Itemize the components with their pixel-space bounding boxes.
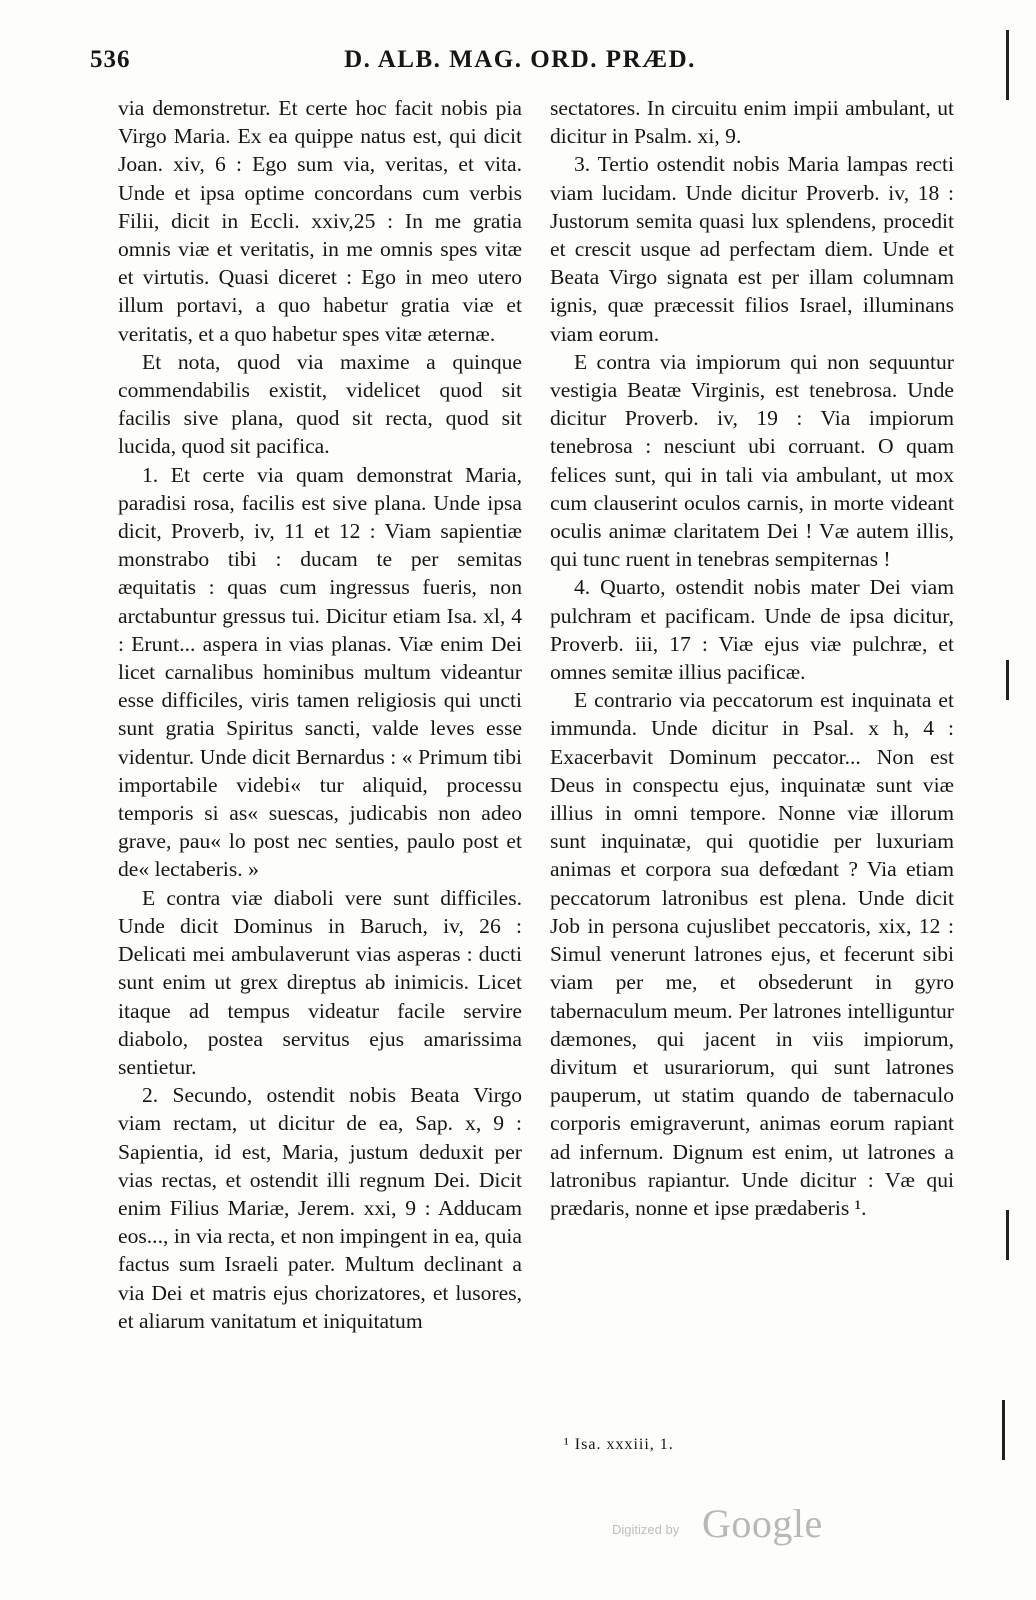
- running-header: [90, 46, 950, 80]
- paragraph: 1. Et certe via quam demonstrat Maria, paradisi rosa, facilis est sive plana. Unde ipsa dicit, Proverb, iv, 11 et 12 : Viam sapientiæ monstrabo tibi : ducam te per semitas æquitatis : quas cum ingressus fueris, non arctabuntur gressus tui. Dicitur etiam Isa. xl, 4 : Erunt... aspera in vias planas. Viæ enim Dei licet carnalibus hominibus multum videantur esse difficiles, viris tamen religiosis qui uncti sunt gratia Spiritus sancti, valde leves esse videntur. Unde dicit Bernardus : « Primum tibi importabile videbi« tur aliquid, processu temporis si as« suescas, judicabis non adeo grave, pau« lo post nec senties, paulo post et de« lectaberis. »: [118, 462, 522, 882]
- scan-edge-mark: [1006, 1210, 1009, 1260]
- right-column: [550, 94, 954, 1222]
- scan-edge-mark: [1002, 1400, 1005, 1460]
- paragraph: 4. Quarto, ostendit nobis mater Dei viam pulchram et pacificam. Unde de ipsa dicitur, Proverb. iii, 17 : Viæ ejus viæ pulchræ, et omnes semitæ illius pacificæ.: [550, 575, 954, 685]
- paragraph: E contrario via peccatorum est inquinata et immunda. Unde dicitur in Psal. x h, 4 : Exacerbavit Dominum peccator... Non est Deus in conspectu ejus, inquinatæ sunt viæ illius in omni tempore. Nonne viæ illorum sunt inquinatæ, qui quotidie per luxuriam animas et corpora sua defœdant ? Via etiam peccatorum latronibus est plena. Unde dicit Job in persona cujuslibet peccatoris, xix, 12 : Simul venerunt latrones ejus, et fecerunt sibi viam per me, et obsederunt in gyro tabernaculum meum. Per latrones intelliguntur dæmones, qui jacent in viis impiorum, divitum et usurariorum, qui sunt latrones pauperum, ut statim quando de tabernaculo corporis emigraverunt, animas eorum rapiant ad infernum. Dignum est enim, ut latrones a latronibus rapiantur. Unde dicitur : Væ qui prædaris, nonne et ipse prædaberis ¹.: [550, 688, 954, 1220]
- paragraph: via demonstretur. Et certe hoc facit nobis pia Virgo Maria. Ex ea quippe natus est, qui dicit Joan. xiv, 6 : Ego sum via, veritas, et vita. Unde et ipsa optime concordans cum verbis Filii, dicit in Eccli. xxiv,25 : In me gratia omnis viæ et veritatis, in me omnis spes vitæ et virtutis. Quasi diceret : Ego in meo utero illum portavi, a quo habetur gratia viæ et veritatis, et a quo habetur spes vitæ æternæ.: [118, 96, 522, 346]
- paragraph: 3. Tertio ostendit nobis Maria lampas recti viam lucidam. Unde dicitur Proverb. iv, 18 : Justorum semita quasi lux splendens, procedit et crescit usque ad perfectam diem. Unde et Beata Virgo signata est per illam columnam ignis, quæ præcessit filios Israel, illuminans viam eorum.: [550, 152, 954, 346]
- paragraph: E contra viæ diaboli vere sunt difficiles. Unde dicit Dominus in Baruch, iv, 26 : Delicati mei ambulaverunt vias asperas : ducti sunt enim ut grex direptus ab inimicis. Licet itaque ad tempus videatur facile servire diabolo, postea servitus ejus amarissima sentietur.: [118, 885, 522, 1079]
- footnote: ¹ Isa. xxxiii, 1.: [564, 1436, 674, 1453]
- paragraph: 2. Secundo, ostendit nobis Beata Virgo viam rectam, ut dicitur de ea, Sap. x, 9 : Sapientia, id est, Maria, justum deduxit per vias rectas, et ostendit illi regnum Dei. Dicit enim Filius Mariæ, Jerem. xxi, 9 : Adducam eos..., in via recta, et non impingent in ea, quia factus sum Israeli pater. Multum declinant a via Dei et matris ejus chorizatores, et lusores, et aliarum vanitatum et iniquitatum: [118, 1083, 522, 1333]
- scan-edge-mark: [1006, 30, 1009, 100]
- watermark-caption: Digitized by: [612, 1522, 680, 1537]
- paragraph: sectatores. In circuitu enim impii ambulant, ut dicitur in Psalm. xi, 9.: [550, 96, 954, 149]
- paragraph: E contra via impiorum qui non sequuntur vestigia Beatæ Virginis, est tenebrosa. Unde dicitur Proverb. iv, 19 : Via impiorum tenebrosa : nesciunt ubi corruant. O quam felices sunt, qui in tali via ambulant, ut mox cum clauserint oculos carnis, in morte videant oculis animæ claritatem Dei ! Væ autem illis, qui tunc ruent in tenebras sempiternas !: [550, 349, 954, 572]
- running-head-title: D. ALB. MAG. ORD. PRÆD.: [344, 46, 696, 73]
- scan-edge-mark: [1006, 660, 1009, 700]
- paragraph: Et nota, quod via maxime a quinque commendabilis existit, videlicet quod sit facilis sive plana, quod sit recta, quod sit lucida, quod sit pacifica.: [118, 349, 522, 459]
- left-column: [118, 94, 522, 1335]
- google-logo: Google: [702, 1501, 823, 1546]
- page-number: 536: [90, 46, 131, 73]
